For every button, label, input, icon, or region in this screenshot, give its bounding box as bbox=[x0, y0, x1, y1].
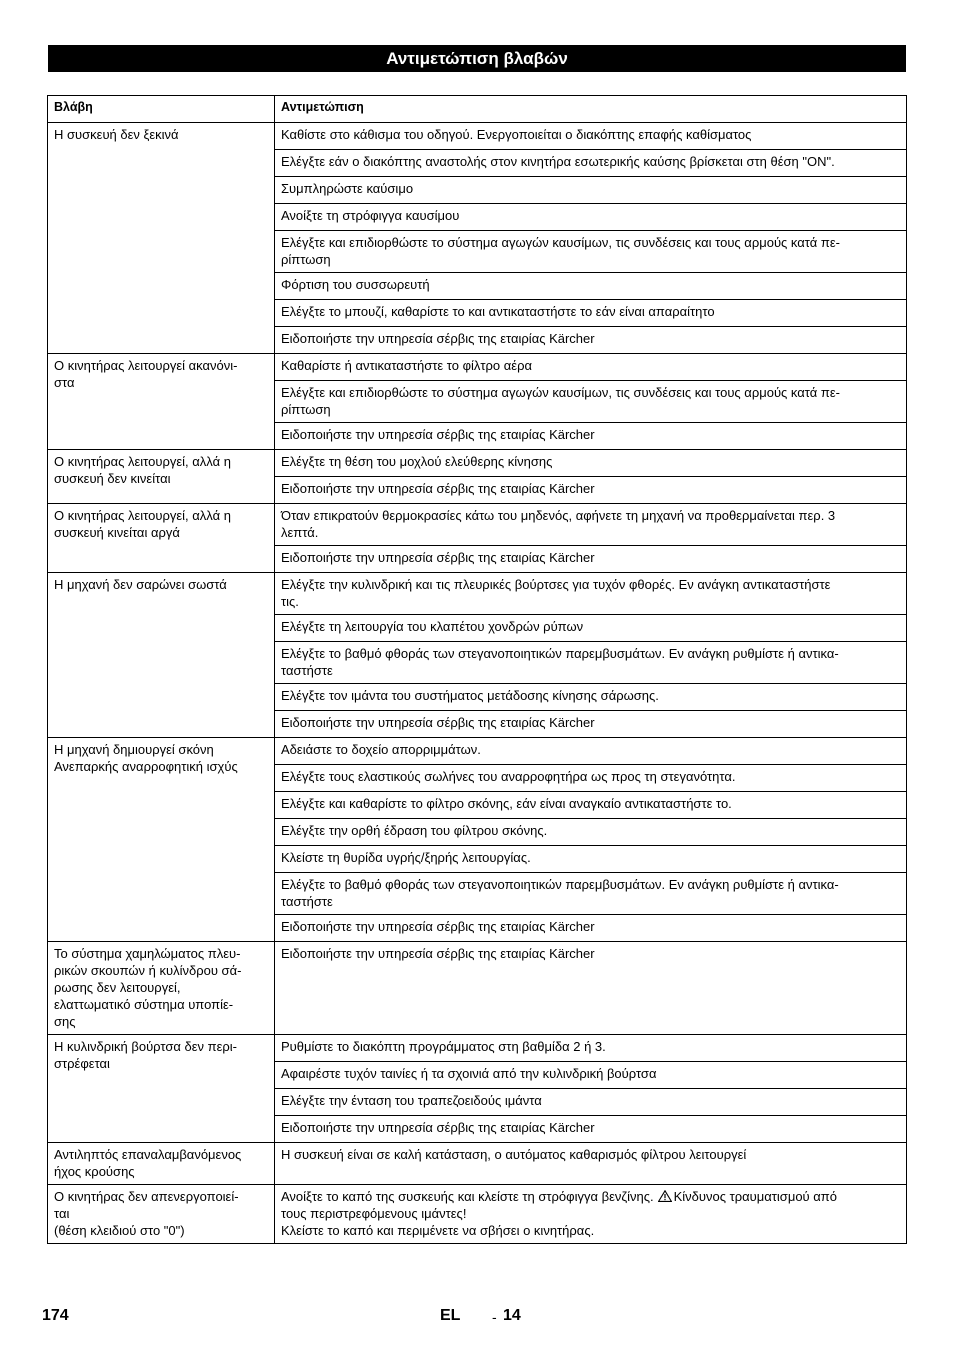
fault-cell: Η μηχανή δημιουργεί σκόνη Ανεπαρκής αναρροφητική ισχύς bbox=[48, 738, 275, 942]
language-code: EL bbox=[440, 1307, 461, 1324]
remedy-cell: Όταν επικρατούν θερμοκρασίες κάτω του μηδενός, αφήνετε τη μηχανή να προθερμαίνεται περ. 3 λεπτά. bbox=[275, 504, 907, 546]
section-page-number: 14 bbox=[503, 1307, 521, 1324]
table-row bbox=[48, 1185, 907, 1244]
remedy-cell: Ειδοποιήστε την υπηρεσία σέρβις της εταιρίας Kärcher bbox=[275, 942, 907, 1035]
warning-triangle-icon bbox=[658, 1189, 672, 1201]
footer-separator: - bbox=[492, 1309, 497, 1325]
fault-cell: Ο κινητήρας λειτουργεί, αλλά η συσκευή κινείται αργά bbox=[48, 504, 275, 573]
table-row bbox=[48, 942, 907, 1035]
remedy-cell: Ελέγξτε το μπουζί, καθαρίστε το και αντικαταστήστε το εάν είναι απαραίτητο bbox=[275, 300, 907, 327]
remedy-cell: Ειδοποιήστε την υπηρεσία σέρβις της εταιρίας Kärcher bbox=[275, 423, 907, 450]
remedy-cell: Ειδοποιήστε την υπηρεσία σέρβις της εταιρίας Kärcher bbox=[275, 1116, 907, 1143]
remedy-cell: Αδειάστε το δοχείο απορριμμάτων. bbox=[275, 738, 907, 765]
remedy-cell: Ελέγξτε και επιδιορθώστε το σύστημα αγωγών καυσίμων, τις συνδέσεις και τους αρμούς κατά πε- ρίπτωση bbox=[275, 381, 907, 423]
remedy-cell: Ελέγξτε και επιδιορθώστε το σύστημα αγωγών καυσίμων, τις συνδέσεις και τους αρμούς κατά πε- ρίπτωση bbox=[275, 231, 907, 273]
remedy-cell: Φόρτιση του συσσωρευτή bbox=[275, 273, 907, 300]
remedy-cell: Ειδοποιήστε την υπηρεσία σέρβις της εταιρίας Kärcher bbox=[275, 327, 907, 354]
warning-text: Κίνδυνος τραυματισμού από τους περιστρεφόμενους ιμάντες! Κλείστε το καπό και περιμένετε να σβήσει ο κινητήρας. bbox=[281, 1189, 837, 1238]
remedy-cell: Ελέγξτε τους ελαστικούς σωλήνες του αναρροφητήρα ως προς τη στεγανότητα. bbox=[275, 765, 907, 792]
table-row bbox=[48, 450, 907, 477]
troubleshooting-table bbox=[47, 95, 907, 1244]
remedy-cell: Η συσκευή είναι σε καλή κατάσταση, ο αυτόματος καθαρισμός φίλτρου λειτουργεί bbox=[275, 1143, 907, 1185]
remedy-text: Ανοίξτε το καπό της συσκευής και κλείστε τη στρόφιγγα βενζίνης. bbox=[281, 1189, 654, 1204]
remedy-cell: Ελέγξτε το βαθμό φθοράς των στεγανοποιητικών παρεμβυσμάτων. Εν ανάγκη ρυθμίστε ή αντικα- ταστήστε bbox=[275, 642, 907, 684]
page-title: Αντιμετώπιση βλαβών bbox=[48, 45, 906, 72]
table-row bbox=[48, 573, 907, 615]
remedy-cell: Καθίστε στο κάθισμα του οδηγού. Ενεργοποιείται ο διακόπτης επαφής καθίσματος bbox=[275, 123, 907, 150]
remedy-cell: Αφαιρέστε τυχόν ταινίες ή τα σχοινιά από την κυλινδρική βούρτσα bbox=[275, 1062, 907, 1089]
table-row bbox=[48, 504, 907, 546]
remedy-cell: Ειδοποιήστε την υπηρεσία σέρβις της εταιρίας Kärcher bbox=[275, 711, 907, 738]
remedy-cell: Ελέγξτε τη θέση του μοχλού ελεύθερης κίνησης bbox=[275, 450, 907, 477]
table-row bbox=[48, 123, 907, 150]
remedy-cell: Ελέγξτε και καθαρίστε το φίλτρο σκόνης, εάν είναι αναγκαίο αντικαταστήστε το. bbox=[275, 792, 907, 819]
fault-cell: Η συσκευή δεν ξεκινά bbox=[48, 123, 275, 354]
remedy-cell: Καθαρίστε ή αντικαταστήστε το φίλτρο αέρα bbox=[275, 354, 907, 381]
table-row bbox=[48, 354, 907, 381]
fault-cell: Η κυλινδρική βούρτσα δεν περι- στρέφεται bbox=[48, 1035, 275, 1143]
remedy-cell: Ειδοποιήστε την υπηρεσία σέρβις της εταιρίας Kärcher bbox=[275, 477, 907, 504]
remedy-cell: Κλείστε τη θυρίδα υγρής/ξηρής λειτουργίας. bbox=[275, 846, 907, 873]
table-row bbox=[48, 1143, 907, 1185]
remedy-cell: Ελέγξτε την κυλινδρική και τις πλευρικές βούρτσες για τυχόν φθορές. Εν ανάγκη αντικαταστήστε τις. bbox=[275, 573, 907, 615]
remedy-cell: Ειδοποιήστε την υπηρεσία σέρβις της εταιρίας Kärcher bbox=[275, 915, 907, 942]
fault-cell: Το σύστημα χαμηλώματος πλευ- ρικών σκουπών ή κυλίνδρου σά- ρωσης δεν λειτουργεί, ελαττωματικό σύστημα υποπίε- σης bbox=[48, 942, 275, 1035]
table-header-row bbox=[48, 96, 907, 123]
remedy-cell: Ρυθμίστε το διακόπτη προγράμματος στη βαθμίδα 2 ή 3. bbox=[275, 1035, 907, 1062]
remedy-cell: Ειδοποιήστε την υπηρεσία σέρβις της εταιρίας Kärcher bbox=[275, 546, 907, 573]
remedy-cell: Ελέγξτε το βαθμό φθοράς των στεγανοποιητικών παρεμβυσμάτων. Εν ανάγκη ρυθμίστε ή αντικα- ταστήστε bbox=[275, 873, 907, 915]
fault-cell: Η μηχανή δεν σαρώνει σωστά bbox=[48, 573, 275, 738]
remedy-cell bbox=[275, 1185, 907, 1244]
table-row bbox=[48, 1035, 907, 1062]
fault-cell: Ο κινητήρας δεν απενεργοποιεί- ται (θέση κλειδιού στο "0") bbox=[48, 1185, 275, 1244]
remedy-cell: Ελέγξτε τον ιμάντα του συστήματος μετάδοσης κίνησης σάρωσης. bbox=[275, 684, 907, 711]
fault-cell: Ο κινητήρας λειτουργεί ακανόνι- στα bbox=[48, 354, 275, 450]
column-header-fault: Βλάβη bbox=[48, 96, 275, 123]
remedy-cell: Ελέγξτε την ορθή έδραση του φίλτρου σκόνης. bbox=[275, 819, 907, 846]
column-header-remedy: Αντιμετώπιση bbox=[275, 96, 907, 123]
remedy-cell: Συμπληρώστε καύσιμο bbox=[275, 177, 907, 204]
remedy-cell: Ελέγξτε την ένταση του τραπεζοειδούς ιμάντα bbox=[275, 1089, 907, 1116]
fault-cell: Ο κινητήρας λειτουργεί, αλλά η συσκευή δεν κινείται bbox=[48, 450, 275, 504]
fault-cell: Αντιληπτός επαναλαμβανόμενος ήχος κρούσης bbox=[48, 1143, 275, 1185]
table-row bbox=[48, 738, 907, 765]
remedy-cell: Ελέγξτε εάν ο διακόπτης αναστολής στον κινητήρα εσωτερικής καύσης βρίσκεται στη θέση "ON". bbox=[275, 150, 907, 177]
page-number: 174 bbox=[42, 1307, 69, 1324]
remedy-cell: Ανοίξτε τη στρόφιγγα καυσίμου bbox=[275, 204, 907, 231]
remedy-cell: Ελέγξτε τη λειτουργία του κλαπέτου χονδρών ρύπων bbox=[275, 615, 907, 642]
